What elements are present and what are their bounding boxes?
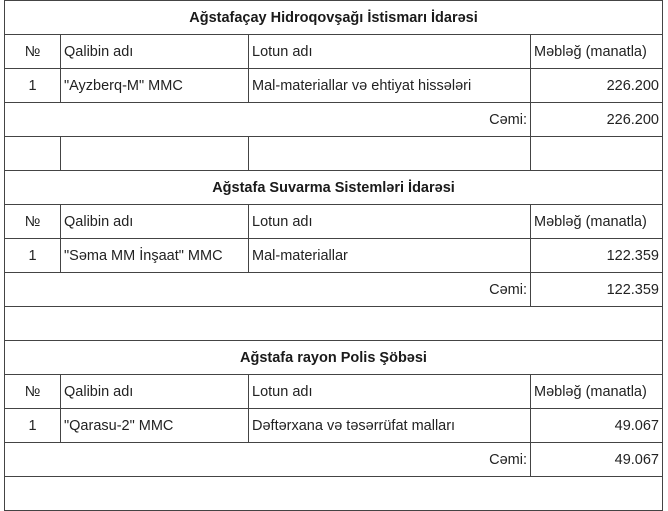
total-label: Cəmi: [5, 273, 531, 307]
section-title-row [5, 171, 663, 205]
total-amount: 226.200 [531, 103, 663, 137]
section-title-row [5, 1, 663, 35]
section-title: Ağstafa Suvarma Sistemləri İdarəsi [5, 171, 663, 205]
header-lot: Lotun adı [249, 35, 531, 69]
header-row [5, 375, 663, 409]
header-amount: Məbləğ (manatla) [531, 35, 663, 69]
header-lot: Lotun adı [249, 375, 531, 409]
row-amount: 226.200 [531, 69, 663, 103]
header-amount: Məbləğ (manatla) [531, 205, 663, 239]
header-contractor: Qalibin adı [61, 205, 249, 239]
header-amount: Məbləğ (manatla) [531, 375, 663, 409]
section-title: Ağstafa rayon Polis Şöbəsi [5, 341, 663, 375]
header-number: № [5, 205, 61, 239]
header-number: № [5, 375, 61, 409]
row-number: 1 [5, 409, 61, 443]
row-amount: 49.067 [531, 409, 663, 443]
table-row [5, 239, 663, 273]
blank-row [5, 477, 663, 511]
blank-cell [249, 137, 531, 171]
total-row [5, 443, 663, 477]
total-row [5, 103, 663, 137]
row-number: 1 [5, 69, 61, 103]
header-row [5, 205, 663, 239]
section-title-row [5, 341, 663, 375]
row-amount: 122.359 [531, 239, 663, 273]
tender-results-table [4, 0, 663, 511]
blank-row [5, 307, 663, 341]
row-number: 1 [5, 239, 61, 273]
section-title: Ağstafaçay Hidroqovşağı İstismarı İdarəsi [5, 1, 663, 35]
total-label: Cəmi: [5, 443, 531, 477]
header-contractor: Qalibin adı [61, 35, 249, 69]
row-contractor: "Səma MM İnşaat" MMC [61, 239, 249, 273]
blank-cell [5, 307, 663, 341]
total-label: Cəmi: [5, 103, 531, 137]
blank-cell [531, 137, 663, 171]
blank-cell [61, 137, 249, 171]
header-row [5, 35, 663, 69]
total-row [5, 273, 663, 307]
blank-cell [5, 137, 61, 171]
row-lot: Mal-materiallar [249, 239, 531, 273]
header-number: № [5, 35, 61, 69]
row-contractor: "Ayzberq-M" MMC [61, 69, 249, 103]
table-row [5, 69, 663, 103]
total-amount: 122.359 [531, 273, 663, 307]
blank-row [5, 137, 663, 171]
total-amount: 49.067 [531, 443, 663, 477]
header-lot: Lotun adı [249, 205, 531, 239]
row-contractor: "Qarasu-2" MMC [61, 409, 249, 443]
header-contractor: Qalibin adı [61, 375, 249, 409]
blank-cell [5, 477, 663, 511]
table-row [5, 409, 663, 443]
row-lot: Mal-materiallar və ehtiyat hissələri [249, 69, 531, 103]
row-lot: Dəftərxana və təsərrüfat malları [249, 409, 531, 443]
